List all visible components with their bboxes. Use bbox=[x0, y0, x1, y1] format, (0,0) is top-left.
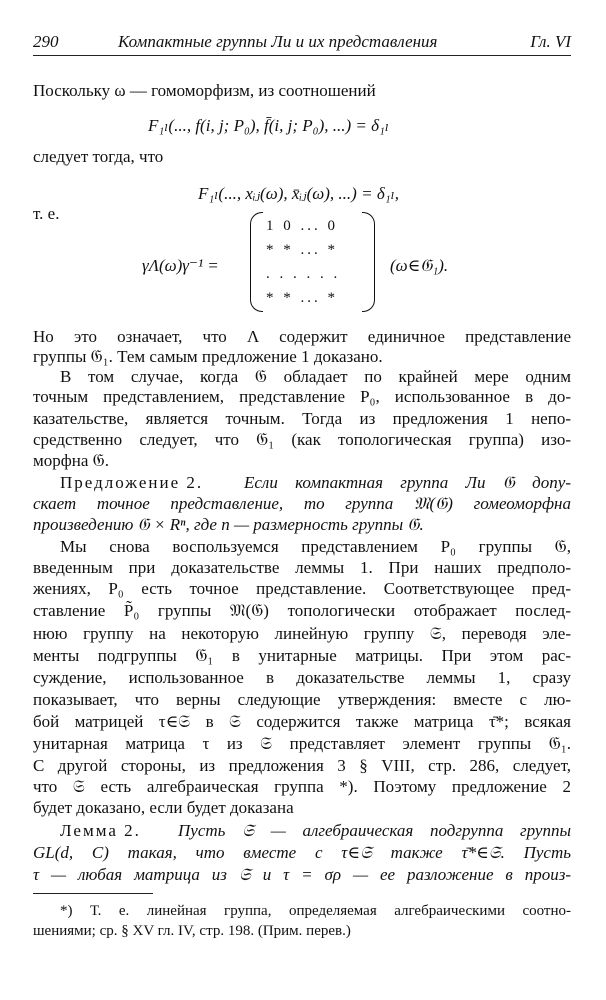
text-line: точным представлением, представление P₀, использованное в до- bbox=[33, 387, 571, 406]
equation-3-lhs: γΛ(ω)γ⁻¹ = bbox=[142, 256, 219, 275]
matrix-row: * * ... * bbox=[266, 290, 338, 306]
text-line: бой матрицей τ∈𝔖 в 𝔖 содержится также матрица τ̄*; всякая bbox=[33, 712, 571, 731]
text-line: суждение, использованное в доказательстве леммы 1, сразу bbox=[33, 668, 571, 687]
matrix-row: * * ... * bbox=[266, 242, 338, 258]
matrix bbox=[250, 212, 375, 312]
text-line: жениях, P₀ есть точное представление. Соответствующее пред- bbox=[33, 579, 571, 598]
chapter-label: Гл. VI bbox=[530, 32, 571, 51]
equation-2: F₁ₗ(..., xᵢⱼ(ω), x̄ᵢⱼ(ω), ...) = δ₁ₗ, bbox=[198, 184, 400, 203]
right-paren bbox=[362, 212, 375, 312]
text-line: менты подгруппы 𝔊₁ в унитарные матрицы. При этом рас- bbox=[33, 646, 571, 665]
lemma-label: Лемма 2. bbox=[60, 821, 141, 840]
text-line: Поскольку ω — гомоморфизм, из соотношений bbox=[33, 81, 376, 100]
footnote-line: шениями; ср. § XV гл. IV, стр. 198. (Прим. перев.) bbox=[33, 923, 351, 939]
matrix-row: 1 0 ... 0 bbox=[266, 218, 338, 234]
proposition-label: Предложение 2. bbox=[60, 473, 204, 492]
matrix-row: . . . . . . bbox=[266, 266, 341, 282]
text-line: что 𝔖 есть алгебраическая группа *). Поэтому предложение 2 bbox=[33, 777, 571, 796]
left-paren bbox=[250, 212, 263, 312]
text-line: введенным при доказательстве леммы 1. При наших предполо- bbox=[33, 558, 571, 577]
footnote-rule bbox=[33, 893, 153, 894]
page-number: 290 bbox=[33, 32, 59, 51]
lemma-text: Пусть 𝔖 — алгебраическая подгруппа группы bbox=[178, 821, 571, 840]
text-line: средственно следует, что 𝔊₁ (как топологическая группа) изо- bbox=[33, 430, 571, 449]
running-title: Компактные группы Ли и их представления bbox=[118, 32, 438, 51]
text-line: следует тогда, что bbox=[33, 147, 164, 166]
equation-1: F₁ₗ(..., f(i, j; P₀), f̄(i, j; P₀), ...) = δ₁ₗ bbox=[148, 116, 390, 135]
text-line: Мы снова воспользуемся представлением P₀ группы 𝔊, bbox=[60, 537, 571, 556]
text-line: унитарная матрица τ из 𝔖 представляет элемент группы 𝔊₁. bbox=[33, 734, 571, 753]
text-line: группы 𝔊₁. Тем самым предложение 1 доказано. bbox=[33, 347, 383, 366]
running-header bbox=[33, 32, 571, 54]
text-line: нюю группу на некоторую линейную группу 𝔖, переводя эле- bbox=[33, 624, 571, 643]
text-line: С другой стороны, из предложения 3 § VIII, стр. 286, следует, bbox=[33, 756, 571, 775]
equation-3-rhs: (ω∈𝔊₁). bbox=[390, 256, 449, 275]
text-line: казательстве, является точным. Тогда из предложения 1 непо- bbox=[33, 409, 571, 428]
lemma-text: GL(d, C) такая, что вместе с τ∈𝔖 также τ̄*∈𝔖. Пусть bbox=[33, 843, 571, 862]
text-line: ставление P̃₀ группы 𝔐(𝔊) топологически отображает послед- bbox=[33, 601, 571, 620]
proposition-text: произведению 𝔊 × Rⁿ, где n — размерность группы 𝔊. bbox=[33, 515, 424, 534]
text-line: В том случае, когда 𝔊 обладает по крайней мере одним bbox=[60, 367, 571, 386]
header-rule bbox=[33, 55, 571, 56]
text-line: т. е. bbox=[33, 204, 60, 223]
proposition-text: скает точное представление, то группа 𝔐(𝔊) гомеоморфна bbox=[33, 494, 571, 513]
text-line: морфна 𝔊. bbox=[33, 451, 110, 470]
text-line: показывает, что верны следующие утверждения: вместе с лю- bbox=[33, 690, 571, 709]
text-line: будет доказано, если будет доказана bbox=[33, 798, 294, 817]
text-line: Но это означает, что Λ содержит единичное представление bbox=[33, 327, 571, 346]
footnote-line: *) Т. е. линейная группа, определяемая алгебраическими соотно- bbox=[60, 903, 571, 919]
proposition-text: Если компактная группа Ли 𝔊 допу- bbox=[244, 473, 571, 492]
lemma-text: τ — любая матрица из 𝔖 и τ = σρ — ее разложение в произ- bbox=[33, 865, 571, 884]
